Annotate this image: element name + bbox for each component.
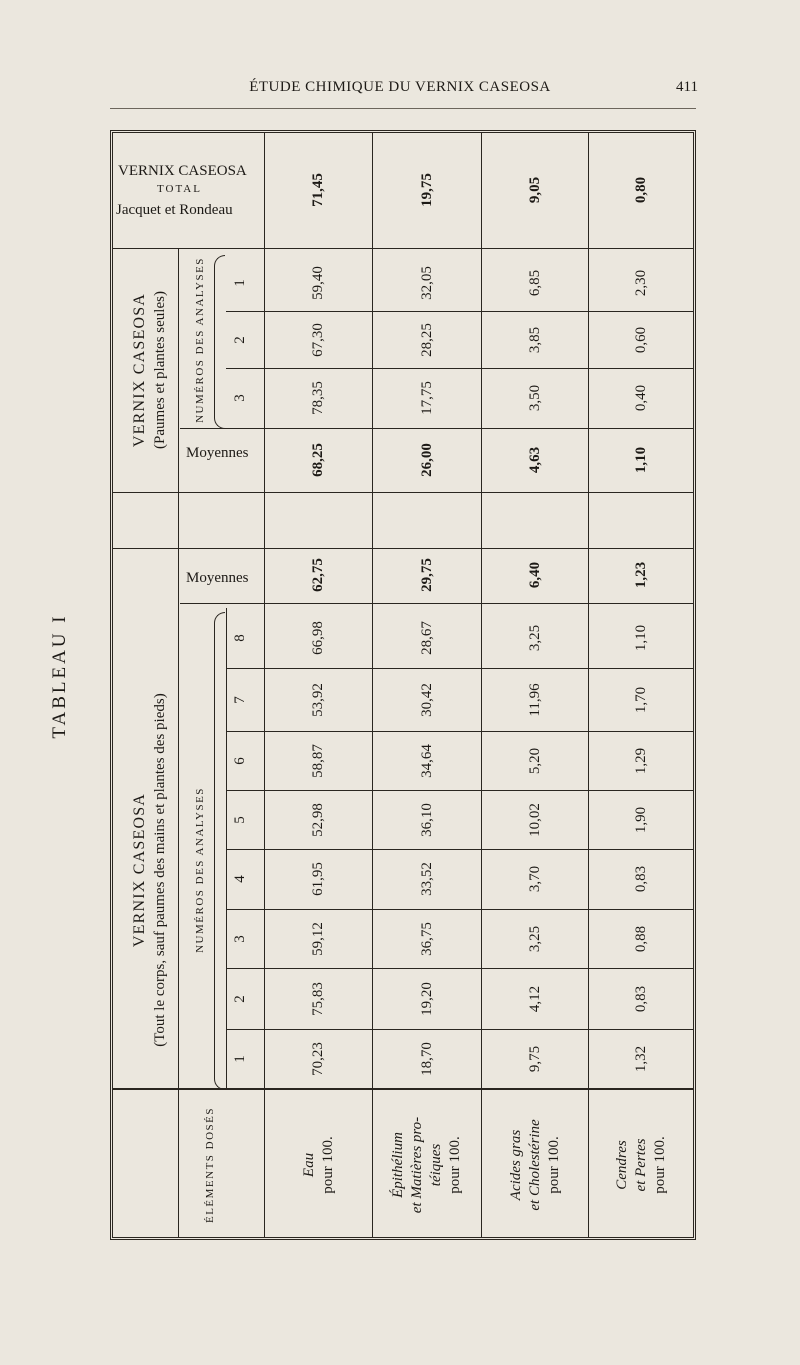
running-header: ÉTUDE CHIMIQUE DU VERNIX CASEOSA xyxy=(249,79,551,95)
row-label: pour 100. xyxy=(447,1136,463,1194)
paumes-value: 6,85 xyxy=(526,269,543,297)
corps-value: 11,96 xyxy=(526,682,543,717)
row-separator xyxy=(226,368,693,369)
row-separator xyxy=(226,731,693,732)
row-label: Cendres xyxy=(613,1140,630,1190)
column-separator xyxy=(372,133,373,1237)
page-number: 411 xyxy=(676,79,698,95)
corps-analysis-number: 1 xyxy=(232,1054,248,1063)
paumes-value: 17,75 xyxy=(418,381,435,415)
corps-value: 0,83 xyxy=(632,985,649,1012)
total-authors: Jacquet et Rondeau xyxy=(116,202,233,218)
paumes-moyenne-value: 1,10 xyxy=(632,446,649,474)
total-value: 71,45 xyxy=(310,173,326,207)
column-separator xyxy=(178,248,179,1238)
paumes-value: 28,25 xyxy=(418,322,435,357)
corps-analysis-number: 7 xyxy=(232,695,248,704)
row-separator xyxy=(226,311,693,312)
row-label: et Cholestérine xyxy=(526,1119,543,1211)
corps-value: 4,12 xyxy=(526,985,543,1012)
corps-value: 1,29 xyxy=(632,747,649,774)
row-label: et Pertes xyxy=(632,1138,649,1192)
paumes-value: 78,35 xyxy=(310,381,326,415)
corps-moyenne-value: 6,40 xyxy=(526,561,543,589)
corps-title: VERNIX CASEOSA xyxy=(131,792,148,948)
row-label: pour 100. xyxy=(545,1136,562,1194)
corps-value: 58,87 xyxy=(310,743,326,778)
paumes-value: 3,85 xyxy=(526,326,543,353)
paumes-analyses-header: NUMÉROS DES ANALYSES xyxy=(194,257,206,423)
paumes-analysis-number: 2 xyxy=(232,335,248,344)
paumes-value: 0,60 xyxy=(632,326,649,353)
row-separator xyxy=(226,849,693,850)
corps-value: 0,88 xyxy=(632,925,649,952)
column-separator xyxy=(264,133,265,1237)
row-label: pour 100. xyxy=(319,1136,336,1194)
brace xyxy=(214,255,225,429)
corps-moyenne-value: 1,23 xyxy=(632,561,649,589)
paumes-value: 67,30 xyxy=(310,322,326,357)
corps-value: 28,67 xyxy=(418,621,435,655)
corps-value: 53,92 xyxy=(310,682,326,717)
paumes-subtitle: (Paumes et plantes seules) xyxy=(152,291,168,449)
corps-moyenne-value: 29,75 xyxy=(418,558,435,592)
corps-analysis-number: 4 xyxy=(232,875,248,883)
corps-analysis-number: 8 xyxy=(232,634,248,642)
corps-value: 5,20 xyxy=(526,747,543,774)
corps-value: 66,98 xyxy=(310,621,326,655)
total-value: 19,75 xyxy=(418,173,435,207)
corps-value: 36,10 xyxy=(418,802,435,837)
column-separator xyxy=(588,133,589,1237)
corps-value: 52,98 xyxy=(310,802,326,837)
corps-value: 1,32 xyxy=(632,1045,649,1072)
corps-value: 19,20 xyxy=(418,981,435,1016)
row-label: Eau xyxy=(300,1152,317,1178)
paumes-value: 2,30 xyxy=(632,269,649,297)
paumes-moyenne-value: 26,00 xyxy=(418,443,435,477)
paumes-value: 59,40 xyxy=(310,266,326,300)
paumes-value: 32,05 xyxy=(418,266,435,300)
table-title: TABLEAU I xyxy=(49,613,70,739)
row-label: et Matières pro- xyxy=(409,1116,425,1214)
header-rule xyxy=(110,108,696,109)
corps-value: 3,25 xyxy=(526,624,543,652)
row-separator xyxy=(226,790,693,791)
corps-value: 9,75 xyxy=(526,1045,543,1072)
corps-analyses-header: NUMÉROS DES ANALYSES xyxy=(194,787,206,953)
paumes-moyenne-value: 4,63 xyxy=(526,446,543,474)
corps-moyennes-label: Moyennes xyxy=(186,570,249,586)
total-subtitle: TOTAL xyxy=(157,183,202,195)
corps-value: 18,70 xyxy=(418,1041,435,1076)
corps-value: 1,10 xyxy=(632,624,649,652)
corps-value: 75,83 xyxy=(310,981,326,1016)
corps-value: 61,95 xyxy=(310,862,326,896)
total-title: VERNIX CASEOSA xyxy=(118,163,247,179)
corps-value: 0,83 xyxy=(632,865,649,893)
corps-value: 3,25 xyxy=(526,925,543,952)
row-label: téiques xyxy=(428,1143,444,1187)
corps-value: 36,75 xyxy=(418,921,435,956)
corps-value: 1,90 xyxy=(632,806,649,833)
paumes-moyennes-label: Moyennes xyxy=(186,445,249,461)
corps-subtitle: (Tout le corps, sauf paumes des mains et plantes des pieds) xyxy=(152,693,168,1047)
paumes-analysis-number: 3 xyxy=(232,394,248,402)
corps-analysis-number: 6 xyxy=(232,756,248,765)
total-value: 9,05 xyxy=(526,176,543,204)
corps-value: 3,70 xyxy=(526,865,543,893)
paumes-moyenne-value: 68,25 xyxy=(310,443,326,477)
elements-header: ÉLÉMENTS DOSÉS xyxy=(204,1106,216,1224)
paumes-analysis-number: 1 xyxy=(232,279,248,287)
paumes-title: VERNIX CASEOSA xyxy=(131,292,148,448)
row-separator xyxy=(226,909,693,910)
corps-moyenne-value: 62,75 xyxy=(310,558,326,592)
corps-value: 30,42 xyxy=(418,682,435,717)
corps-value: 10,02 xyxy=(526,802,543,837)
corps-analysis-number: 3 xyxy=(232,934,248,943)
section-separator xyxy=(113,548,693,549)
column-separator xyxy=(481,133,482,1237)
corps-value: 59,12 xyxy=(310,921,326,956)
row-label: Épithélium xyxy=(390,1132,406,1198)
paumes-value: 0,40 xyxy=(632,384,649,412)
row-label: Acides gras xyxy=(507,1129,524,1201)
corps-analysis-number: 2 xyxy=(232,994,248,1003)
row-separator xyxy=(226,668,693,669)
total-value: 0,80 xyxy=(632,176,649,204)
paumes-value: 3,50 xyxy=(526,384,543,412)
corps-value: 70,23 xyxy=(310,1041,326,1076)
corps-value: 1,70 xyxy=(632,686,649,713)
corps-analysis-number: 5 xyxy=(232,815,248,824)
corps-value: 33,52 xyxy=(418,862,435,896)
corps-value: 34,64 xyxy=(418,743,435,778)
row-label: pour 100. xyxy=(651,1136,668,1194)
